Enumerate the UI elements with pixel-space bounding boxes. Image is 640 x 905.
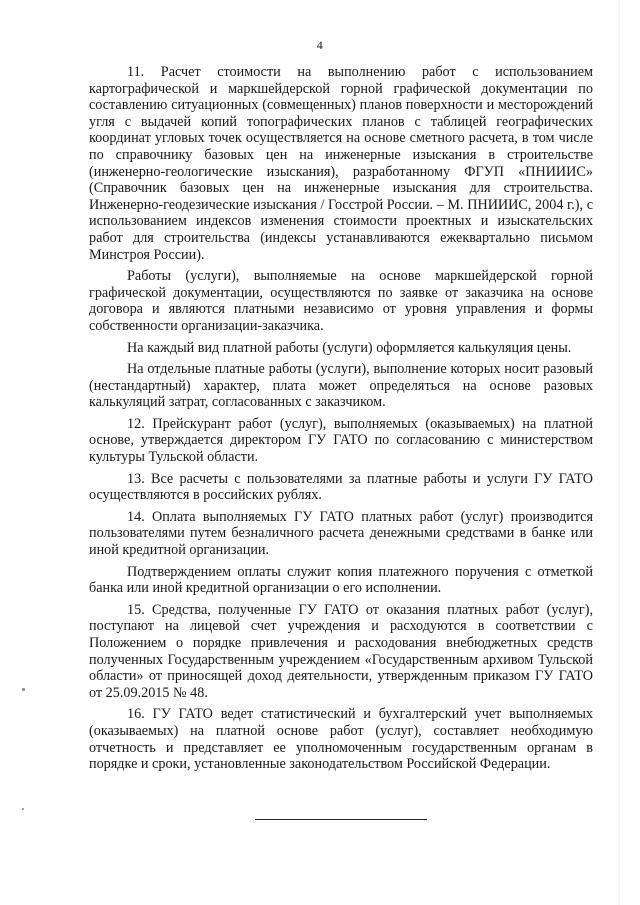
paragraph-15: 15. Средства, полученные ГУ ГАТО от оказания платных работ (услуг), поступают на лицевой счет учреждения и расходуются в соответствии с Положением о порядке привлечения и расходования внебюджетных средств полученных Государственным учреждением «Государственным архивом Тульской области» от приносящей доход деятельности, утвержденным приказом ГУ ГАТО от 25.09.2015 № 48. xyxy=(89,601,593,701)
closing-separator-line xyxy=(255,819,427,820)
scan-edge-mark xyxy=(619,0,620,905)
paragraph-works-on-request: Работы (услуги), выполняемые на основе маркшейдерской горной графической документации, осуществляются по заявке от заказчика на основе договора и являются платными независимо от уровня управления и формы собственности организации-заказчика. xyxy=(89,268,593,334)
scan-speck xyxy=(22,808,24,810)
paragraph-one-time-works: На отдельные платные работы (услуги), выполнение которых носит разовый (нестандартный) характер, плата может определяться на основе разовых калькуляций затрат, согласованных с заказчиком. xyxy=(89,361,593,411)
paragraph-16: 16. ГУ ГАТО ведет статистический и бухгалтерский учет выполняемых (оказываемых) на платной основе работ (услуг), составляет необходимую отчетность и представляет ее уполномоченным государственным органам в порядке и сроки, установленные законодательством Российской Федерации. xyxy=(89,706,593,773)
paragraph-13: 13. Все расчеты с пользователями за платные работы и услуги ГУ ГАТО осуществляются в российских рублях. xyxy=(89,470,593,504)
scan-speck xyxy=(22,688,25,691)
document-body xyxy=(89,64,593,773)
paragraph-12: 12. Прейскурант работ (услуг), выполняемых (оказываемых) на платной основе, утверждается директором ГУ ГАТО по согласованию с министерством культуры Тульской области. xyxy=(89,415,593,466)
page-number: 4 xyxy=(316,38,324,52)
paragraph-payment-confirmation: Подтверждением оплаты служит копия платежного поручения с отметкой банка или иной кредитной организации о его исполнении. xyxy=(89,563,593,597)
paragraph-14: 14. Оплата выполняемых ГУ ГАТО платных работ (услуг) производится пользователями путем безналичного расчета денежными средствами в банке или иной кредитной организации. xyxy=(89,508,593,559)
paragraph-11: 11. Расчет стоимости на выполнению работ с использованием картографической и маркшейдерской горной графической документации по составлению ситуационных (совмещенных) планов поверхности и месторождений угля с выдачей копий топографических планов с таблицей географических координат угловых точек осуществляется на основе сметного расчета, в том числе по справочнику базовых цен на инженерные изыскания в строительстве (инженерно-геологические изыскания), разработанному ФГУП «ПНИИИС» (Справочник базовых цен на инженерные изыскания для строительства. Инженерно-геодезические изыскания / Госстрой России. – М. ПНИИИС, 2004 г.), с использованием индексов изменения стоимости проектных и изыскательских работ для строительства (индексы устанавливаются ежеквартально письмом Минстроя России). xyxy=(89,64,593,263)
paragraph-price-calculation: На каждый вид платной работы (услуги) оформляется калькуляция цены. xyxy=(127,339,572,356)
